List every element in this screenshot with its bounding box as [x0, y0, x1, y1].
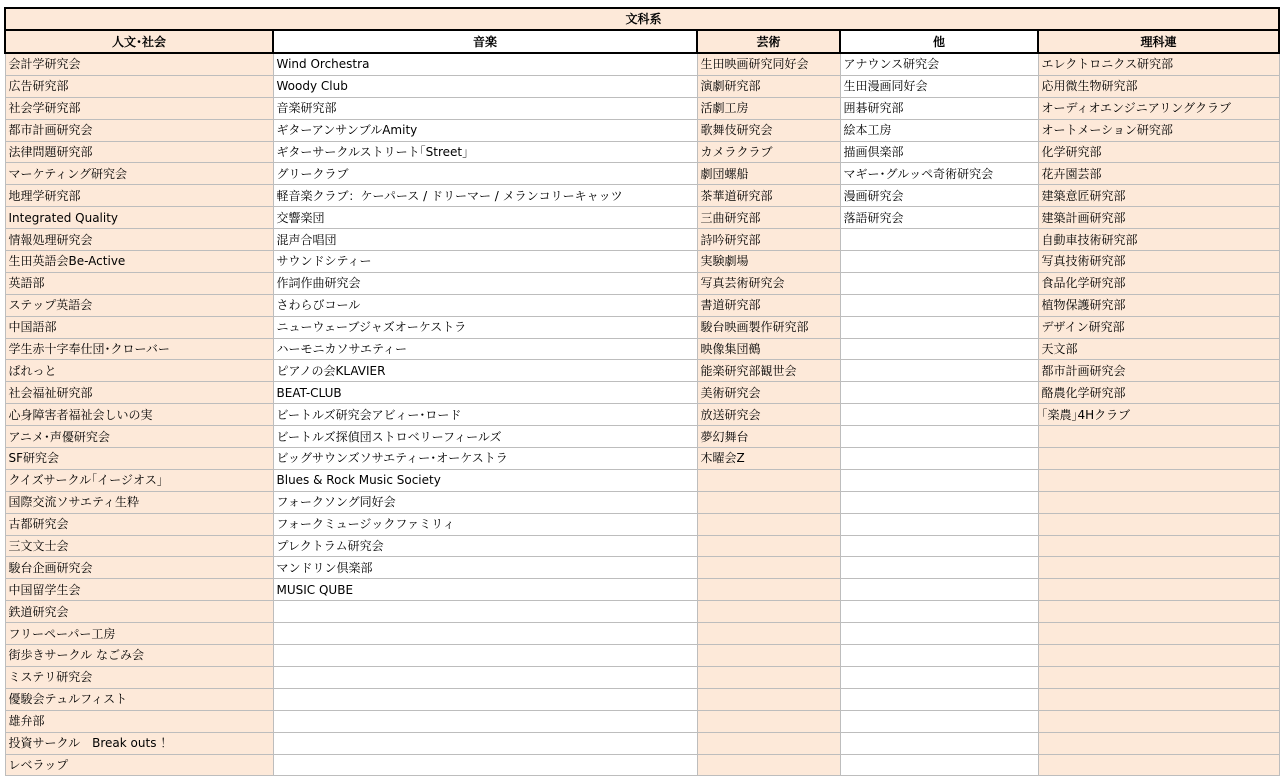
cell-music[interactable]: プレクトラム研究会	[273, 535, 697, 557]
cell-arts[interactable]: 茶華道研究部	[697, 185, 840, 207]
cell-humanities-social[interactable]: Integrated Quality	[5, 207, 273, 229]
cell-other[interactable]	[840, 557, 1038, 579]
cell-humanities-social[interactable]: 心身障害者福祉会しいの実	[5, 404, 273, 426]
cell-arts[interactable]	[697, 710, 840, 732]
cell-science-federation[interactable]: ｢楽農｣4Hクラブ	[1038, 404, 1279, 426]
cell-music[interactable]: ハーモニカソサエティー	[273, 338, 697, 360]
cell-science-federation[interactable]: 食品化学研究部	[1038, 272, 1279, 294]
table-row	[5, 251, 1279, 273]
cell-music[interactable]: 音楽研究部	[273, 97, 697, 119]
table-row	[5, 97, 1279, 119]
cell-other[interactable]	[840, 579, 1038, 601]
table-row	[5, 338, 1279, 360]
table-row	[5, 579, 1279, 601]
cell-music[interactable]	[273, 645, 697, 667]
table-row	[5, 163, 1279, 185]
cell-humanities-social[interactable]: 雄弁部	[5, 710, 273, 732]
cell-music[interactable]: フォークソング同好会	[273, 491, 697, 513]
table-row	[5, 535, 1279, 557]
cell-arts[interactable]: 歌舞伎研究会	[697, 119, 840, 141]
table-row	[5, 185, 1279, 207]
cell-science-federation[interactable]: 建築意匠研究部	[1038, 185, 1279, 207]
table-row	[5, 316, 1279, 338]
table-row	[5, 469, 1279, 491]
table-row	[5, 623, 1279, 645]
cell-arts[interactable]	[697, 579, 840, 601]
cell-arts[interactable]: 映像集団鵺	[697, 338, 840, 360]
cell-other[interactable]	[840, 251, 1038, 273]
cell-music[interactable]: フォークミュージックファミリィ	[273, 513, 697, 535]
cell-music[interactable]: ビートルズ研究会アビィー･ロード	[273, 404, 697, 426]
cell-humanities-social[interactable]: 生田英語会Be-Active	[5, 251, 273, 273]
cell-arts[interactable]: 実験劇場	[697, 251, 840, 273]
cell-other[interactable]	[840, 535, 1038, 557]
table-row	[5, 229, 1279, 251]
table-row	[5, 141, 1279, 163]
cell-arts[interactable]: 美術研究会	[697, 382, 840, 404]
cell-humanities-social[interactable]: 優駿会テュルフィスト	[5, 688, 273, 710]
cell-other[interactable]: 描画倶楽部	[840, 141, 1038, 163]
cell-science-federation[interactable]: オーディオエンジニアリングクラブ	[1038, 97, 1279, 119]
cell-other[interactable]: アナウンス研究会	[840, 53, 1038, 75]
cell-science-federation[interactable]: 自動車技術研究部	[1038, 229, 1279, 251]
cell-music[interactable]: 混声合唱団	[273, 229, 697, 251]
cell-science-federation[interactable]	[1038, 732, 1279, 754]
cell-humanities-social[interactable]: 地理学研究部	[5, 185, 273, 207]
cell-science-federation[interactable]	[1038, 535, 1279, 557]
cell-humanities-social[interactable]: 法律問題研究部	[5, 141, 273, 163]
header-arts: 芸術	[697, 30, 840, 53]
cell-arts[interactable]	[697, 601, 840, 623]
cell-music[interactable]: グリークラブ	[273, 163, 697, 185]
cell-humanities-social[interactable]: SF研究会	[5, 448, 273, 470]
cell-arts[interactable]: 書道研究部	[697, 294, 840, 316]
cell-music[interactable]	[273, 754, 697, 776]
cell-music[interactable]	[273, 688, 697, 710]
table-row	[5, 557, 1279, 579]
cell-science-federation[interactable]: エレクトロニクス研究部	[1038, 53, 1279, 75]
cell-music[interactable]: Blues & Rock Music Society	[273, 469, 697, 491]
table-row	[5, 448, 1279, 470]
cell-science-federation[interactable]	[1038, 623, 1279, 645]
table-row	[5, 666, 1279, 688]
cell-other[interactable]	[840, 754, 1038, 776]
cell-humanities-social[interactable]: 中国留学生会	[5, 579, 273, 601]
cell-music[interactable]: 作詞作曲研究会	[273, 272, 697, 294]
cell-science-federation[interactable]: 建築計画研究部	[1038, 207, 1279, 229]
table-row	[5, 294, 1279, 316]
cell-other[interactable]	[840, 710, 1038, 732]
cell-other[interactable]	[840, 426, 1038, 448]
table-row	[5, 688, 1279, 710]
cell-music[interactable]: ビートルズ探偵団ストロベリーフィールズ	[273, 426, 697, 448]
cell-science-federation[interactable]	[1038, 448, 1279, 470]
cell-other[interactable]: マギー･グルッペ奇術研究会	[840, 163, 1038, 185]
cell-music[interactable]: MUSIC QUBE	[273, 579, 697, 601]
table-row	[5, 360, 1279, 382]
cell-music[interactable]	[273, 710, 697, 732]
cell-humanities-social[interactable]: アニメ･声優研究会	[5, 426, 273, 448]
club-list-table	[4, 7, 1280, 776]
cell-science-federation[interactable]	[1038, 666, 1279, 688]
cell-arts[interactable]	[697, 469, 840, 491]
cell-other[interactable]	[840, 360, 1038, 382]
cell-humanities-social[interactable]: レベラップ	[5, 754, 273, 776]
cell-music[interactable]: マンドリン倶楽部	[273, 557, 697, 579]
cell-science-federation[interactable]: 都市計画研究会	[1038, 360, 1279, 382]
cell-arts[interactable]: 生田映画研究同好会	[697, 53, 840, 75]
table-row	[5, 426, 1279, 448]
table-row	[5, 75, 1279, 97]
cell-humanities-social[interactable]: フリーペーパー工房	[5, 623, 273, 645]
cell-arts[interactable]	[697, 557, 840, 579]
cell-music[interactable]	[273, 623, 697, 645]
cell-arts[interactable]	[697, 732, 840, 754]
cell-science-federation[interactable]	[1038, 513, 1279, 535]
cell-arts[interactable]: 詩吟研究部	[697, 229, 840, 251]
cell-music[interactable]: さわらびコール	[273, 294, 697, 316]
cell-arts[interactable]: 演劇研究部	[697, 75, 840, 97]
table-row	[5, 645, 1279, 667]
cell-science-federation[interactable]: オートメーション研究部	[1038, 119, 1279, 141]
cell-humanities-social[interactable]: 街歩きサークル なごみ会	[5, 645, 273, 667]
cell-music[interactable]: Woody Club	[273, 75, 697, 97]
table-row	[5, 754, 1279, 776]
sheet-title: 文科系	[5, 8, 1279, 30]
cell-music[interactable]	[273, 732, 697, 754]
cell-arts[interactable]	[697, 754, 840, 776]
cell-other[interactable]	[840, 601, 1038, 623]
cell-other[interactable]	[840, 469, 1038, 491]
cell-arts[interactable]	[697, 623, 840, 645]
cell-humanities-social[interactable]: ミステリ研究会	[5, 666, 273, 688]
table-body	[5, 53, 1279, 776]
cell-other[interactable]	[840, 229, 1038, 251]
cell-humanities-social[interactable]: 投資サークル Break outs ！	[5, 732, 273, 754]
header-science-federation: 理科連	[1038, 30, 1279, 53]
cell-humanities-social[interactable]: ステップ英語会	[5, 294, 273, 316]
table-row	[5, 119, 1279, 141]
cell-other[interactable]: 漫画研究会	[840, 185, 1038, 207]
table-row	[5, 601, 1279, 623]
cell-science-federation[interactable]: 写真技術研究部	[1038, 251, 1279, 273]
cell-other[interactable]	[840, 623, 1038, 645]
cell-arts[interactable]: 写真芸術研究会	[697, 272, 840, 294]
cell-other[interactable]	[840, 513, 1038, 535]
cell-other[interactable]	[840, 382, 1038, 404]
cell-other[interactable]	[840, 666, 1038, 688]
cell-science-federation[interactable]	[1038, 645, 1279, 667]
header-music: 音楽	[273, 30, 697, 53]
cell-arts[interactable]: 劇団螺船	[697, 163, 840, 185]
cell-science-federation[interactable]	[1038, 426, 1279, 448]
cell-other[interactable]	[840, 732, 1038, 754]
cell-music[interactable]: Wind Orchestra	[273, 53, 697, 75]
cell-humanities-social[interactable]: 三文文士会	[5, 535, 273, 557]
cell-arts[interactable]	[697, 535, 840, 557]
cell-science-federation[interactable]: デザイン研究部	[1038, 316, 1279, 338]
cell-humanities-social[interactable]: 鉄道研究会	[5, 601, 273, 623]
cell-humanities-social[interactable]: 駿台企画研究会	[5, 557, 273, 579]
cell-arts[interactable]: 夢幻舞台	[697, 426, 840, 448]
cell-humanities-social[interactable]: 学生赤十字奉仕団･クローバー	[5, 338, 273, 360]
table-row	[5, 732, 1279, 754]
cell-humanities-social[interactable]: マーケティング研究会	[5, 163, 273, 185]
cell-humanities-social[interactable]: 会計学研究会	[5, 53, 273, 75]
cell-science-federation[interactable]	[1038, 469, 1279, 491]
cell-other[interactable]	[840, 404, 1038, 426]
cell-music[interactable]: BEAT-CLUB	[273, 382, 697, 404]
cell-music[interactable]: 交響楽団	[273, 207, 697, 229]
cell-other[interactable]	[840, 272, 1038, 294]
cell-arts[interactable]: 駿台映画製作研究部	[697, 316, 840, 338]
cell-humanities-social[interactable]: 古都研究会	[5, 513, 273, 535]
cell-humanities-social[interactable]: 英語部	[5, 272, 273, 294]
cell-humanities-social[interactable]: クイズサークル｢イージオス｣	[5, 469, 273, 491]
cell-science-federation[interactable]	[1038, 754, 1279, 776]
table-row	[5, 207, 1279, 229]
cell-science-federation[interactable]: 花卉園芸部	[1038, 163, 1279, 185]
cell-science-federation[interactable]	[1038, 688, 1279, 710]
cell-other[interactable]	[840, 645, 1038, 667]
cell-other[interactable]	[840, 294, 1038, 316]
cell-arts[interactable]: 三曲研究部	[697, 207, 840, 229]
cell-other[interactable]	[840, 338, 1038, 360]
cell-arts[interactable]	[697, 513, 840, 535]
cell-arts[interactable]: 放送研究会	[697, 404, 840, 426]
cell-humanities-social[interactable]: ぱれっと	[5, 360, 273, 382]
cell-music[interactable]	[273, 666, 697, 688]
table-row	[5, 272, 1279, 294]
table-row	[5, 710, 1279, 732]
cell-other[interactable]: 生田漫画同好会	[840, 75, 1038, 97]
cell-humanities-social[interactable]: 国際交流ソサエティ生粋	[5, 491, 273, 513]
cell-music[interactable]: ギターサークルストリート｢Street｣	[273, 141, 697, 163]
cell-humanities-social[interactable]: 社会学研究部	[5, 97, 273, 119]
cell-arts[interactable]: 能楽研究部観世会	[697, 360, 840, 382]
cell-arts[interactable]	[697, 666, 840, 688]
cell-humanities-social[interactable]: 広告研究部	[5, 75, 273, 97]
cell-music[interactable]: ピアノの会KLAVIER	[273, 360, 697, 382]
cell-science-federation[interactable]	[1038, 557, 1279, 579]
cell-other[interactable]: 落語研究会	[840, 207, 1038, 229]
cell-other[interactable]: 囲碁研究部	[840, 97, 1038, 119]
cell-science-federation[interactable]	[1038, 491, 1279, 513]
table-row	[5, 404, 1279, 426]
table-row	[5, 382, 1279, 404]
header-humanities-social: 人文･社会	[5, 30, 273, 53]
cell-science-federation[interactable]: 植物保護研究部	[1038, 294, 1279, 316]
cell-music[interactable]: サウンドシティー	[273, 251, 697, 273]
cell-music[interactable]: ニューウェーブジャズオーケストラ	[273, 316, 697, 338]
cell-arts[interactable]	[697, 688, 840, 710]
cell-arts[interactable]	[697, 491, 840, 513]
cell-science-federation[interactable]	[1038, 601, 1279, 623]
cell-other[interactable]	[840, 688, 1038, 710]
cell-science-federation[interactable]	[1038, 579, 1279, 601]
cell-humanities-social[interactable]: 中国語部	[5, 316, 273, 338]
cell-music[interactable]: 軽音楽クラブ：ケーパース / ドリーマー / メランコリーキャッツ	[273, 185, 697, 207]
cell-music[interactable]: ビッグサウンズソサエティー･オーケストラ	[273, 448, 697, 470]
cell-arts[interactable]: カメラクラブ	[697, 141, 840, 163]
cell-other[interactable]	[840, 448, 1038, 470]
cell-other[interactable]	[840, 491, 1038, 513]
cell-music[interactable]: ギターアンサンブルAmity	[273, 119, 697, 141]
cell-science-federation[interactable]: 化学研究部	[1038, 141, 1279, 163]
cell-humanities-social[interactable]: 社会福祉研究部	[5, 382, 273, 404]
cell-science-federation[interactable]: 酪農化学研究部	[1038, 382, 1279, 404]
cell-arts[interactable]: 活劇工房	[697, 97, 840, 119]
cell-science-federation[interactable]: 天文部	[1038, 338, 1279, 360]
cell-other[interactable]: 絵本工房	[840, 119, 1038, 141]
table-row	[5, 491, 1279, 513]
cell-science-federation[interactable]: 応用微生物研究部	[1038, 75, 1279, 97]
table-row	[5, 53, 1279, 75]
cell-music[interactable]	[273, 601, 697, 623]
cell-humanities-social[interactable]: 情報処理研究会	[5, 229, 273, 251]
cell-arts[interactable]	[697, 645, 840, 667]
header-other: 他	[840, 30, 1038, 53]
cell-humanities-social[interactable]: 都市計画研究会	[5, 119, 273, 141]
cell-other[interactable]	[840, 316, 1038, 338]
cell-science-federation[interactable]	[1038, 710, 1279, 732]
table-row	[5, 513, 1279, 535]
cell-arts[interactable]: 木曜会Z	[697, 448, 840, 470]
